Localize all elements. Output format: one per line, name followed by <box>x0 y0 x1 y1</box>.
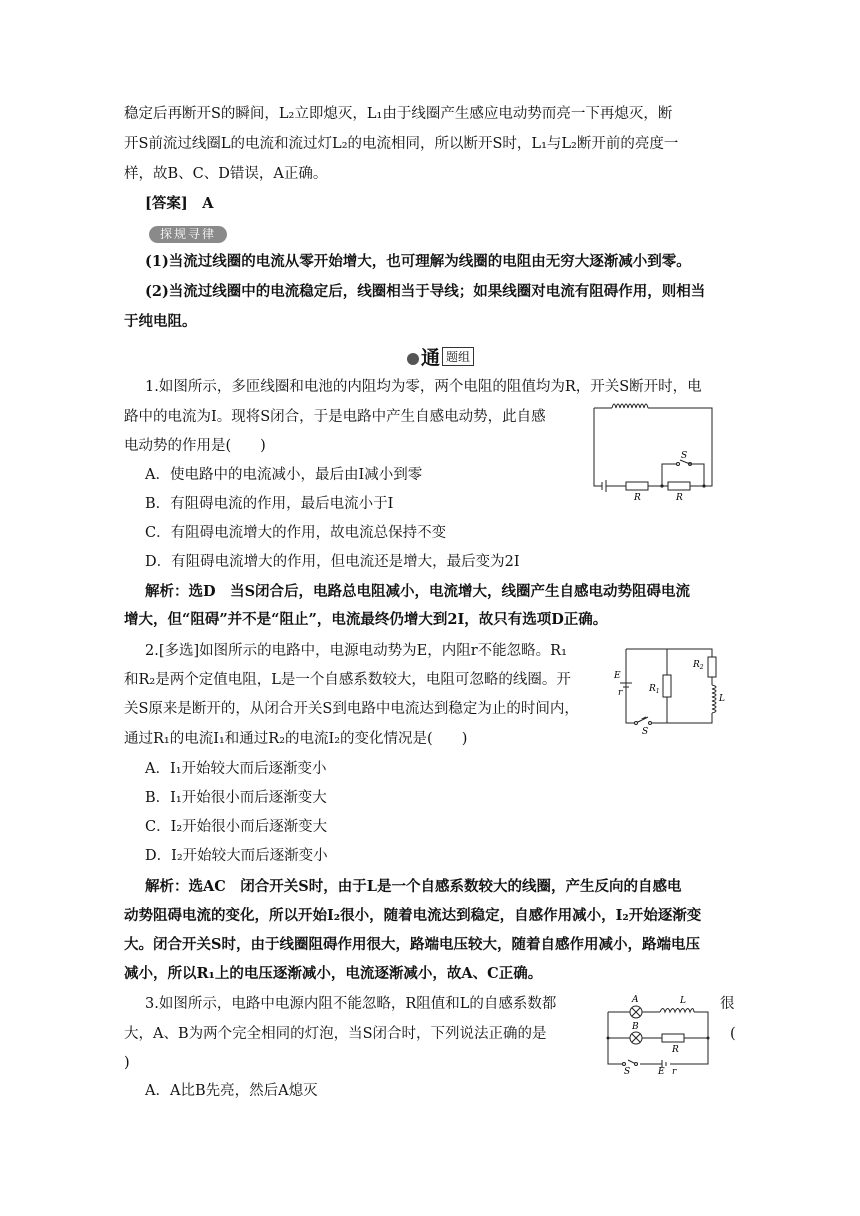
question-3: 3.如图所示，电路中电源内阻不能忽略，R阻值和L的自感系数都 <box>145 996 557 1012</box>
option-d: D．I₂开始较大而后逐渐变小 <box>145 848 328 864</box>
text-line: 开S前流过线圈L的电流和流过灯L₂的电流相同，所以断开S时，L₁与L₂断开前的亮度一 <box>124 136 679 152</box>
text-line: ) <box>124 1055 130 1071</box>
r1-label: $R_1$ <box>649 684 660 695</box>
explanation-line: 解析：选D 当S闭合后，电路总电阻减小，电流增大，线圈产生自感电动势阻碍电流 <box>145 583 691 600</box>
text-line: 通过R₁的电流I₁和通过R₂的电流I₂的变化情况是( ) <box>124 731 468 747</box>
lamp-b-label: B <box>632 1022 639 1032</box>
r2-label: $R_2$ <box>693 660 704 671</box>
inductor-label: L <box>719 694 725 704</box>
section-badge: 探规寻律 <box>149 226 227 243</box>
text-line: 电动势的作用是( ) <box>124 438 266 454</box>
text-line: 关S原来是断开的，从闭合开关S到电路中电流达到稳定为止的时间内， <box>124 701 579 717</box>
option-a: A．使电路中的电流减小，最后由I减小到零 <box>145 467 423 483</box>
circuit-figure-1 <box>590 398 718 502</box>
switch-label: S <box>624 1067 631 1074</box>
option-d: D．有阻碍电流增大的作用，但电流还是增大，最后变为2I <box>145 554 520 570</box>
emf-label: E <box>614 671 621 681</box>
resistor-label: R <box>676 493 683 502</box>
explanation-line: 减小，所以R₁上的电压逐渐减小，电流逐渐减小，故A、C正确。 <box>124 965 543 982</box>
circuit-figure-2 <box>612 645 730 735</box>
emf-label: E <box>658 1067 665 1074</box>
option-c: C．有阻碍电流增大的作用，故电流总保持不变 <box>145 525 447 541</box>
option-c: C．I₂开始很小而后逐渐变大 <box>145 819 328 835</box>
internal-r-label: r <box>672 1067 677 1074</box>
text-line: 路中的电流为I。现将S闭合，于是电路中产生自感电动势，此自感 <box>124 409 546 425</box>
text-fragment: ( <box>730 1026 736 1042</box>
resistor-label: R <box>672 1045 679 1055</box>
explanation-line: 大。闭合开关S时，由于线圈阻碍作用很大，路端电压较大，随着自感作用减小，路端电压 <box>124 936 700 953</box>
pin-icon <box>407 353 419 365</box>
rule-line: (1)当流过线圈的电流从零开始增大，也可理解为线圈的电阻由无穷大逐渐减小到零。 <box>145 253 691 270</box>
text-fragment: 很 <box>720 996 735 1012</box>
option-b: B．I₁开始很小而后逐渐变大 <box>145 790 327 806</box>
circuit-figure-3 <box>600 992 718 1074</box>
section-title-small: 题组 <box>442 347 474 366</box>
question-2: 2.[多选]如图所示的电路中，电源电动势为E，内阻r不能忽略。R₁ <box>145 643 567 659</box>
lamp-a-label: A <box>632 995 639 1005</box>
section-title-big: 通 <box>421 347 441 369</box>
option-a: A．A比B先亮，然后A熄灭 <box>145 1083 318 1099</box>
text-line: 稳定后再断开S的瞬间，L₂立即熄灭，L₁由于线圈产生感应电动势而亮一下再熄灭，断 <box>124 106 673 122</box>
option-a: A．I₁开始较大而后逐渐变小 <box>145 761 327 777</box>
text-line: 样，故B、C、D错误，A正确。 <box>124 166 328 182</box>
text-line: 大，A、B为两个完全相同的灯泡，当S闭合时，下列说法正确的是 <box>124 1026 547 1042</box>
resistor-label: R <box>634 493 641 502</box>
question-1: 1.如图所示，多匝线圈和电池的内阻均为零，两个电阻的阻值均为R，开关S断开时，电 <box>145 379 702 395</box>
answer-line: [答案] A <box>145 195 214 212</box>
explanation-line: 解析：选AC 闭合开关S时，由于L是一个自感系数较大的线圈，产生反向的自感电 <box>145 878 682 895</box>
explanation-line: 增大，但“阻碍”并不是“阻止”，电流最终仍增大到2I，故只有选项D正确。 <box>124 611 608 628</box>
option-b: B．有阻碍电流的作用，最后电流小于I <box>145 496 394 512</box>
explanation-line: 动势阻碍电流的变化，所以开始I₂很小，随着电流达到稳定，自感作用减小，I₂开始逐渐变 <box>124 907 702 924</box>
rule-line: (2)当流过线圈中的电流稳定后，线圈相当于导线；如果线圈对电流有阻碍作用，则相当 <box>145 283 706 300</box>
inductor-label: L <box>680 996 686 1006</box>
text-line: 和R₂是两个定值电阻，L是一个自感系数较大，电阻可忽略的线圈。开 <box>124 672 571 688</box>
rule-line: 于纯电阻。 <box>124 313 197 330</box>
internal-r-label: r <box>618 688 623 698</box>
section-header <box>407 343 479 369</box>
switch-label: S <box>642 727 649 735</box>
switch-label: S <box>681 451 688 461</box>
